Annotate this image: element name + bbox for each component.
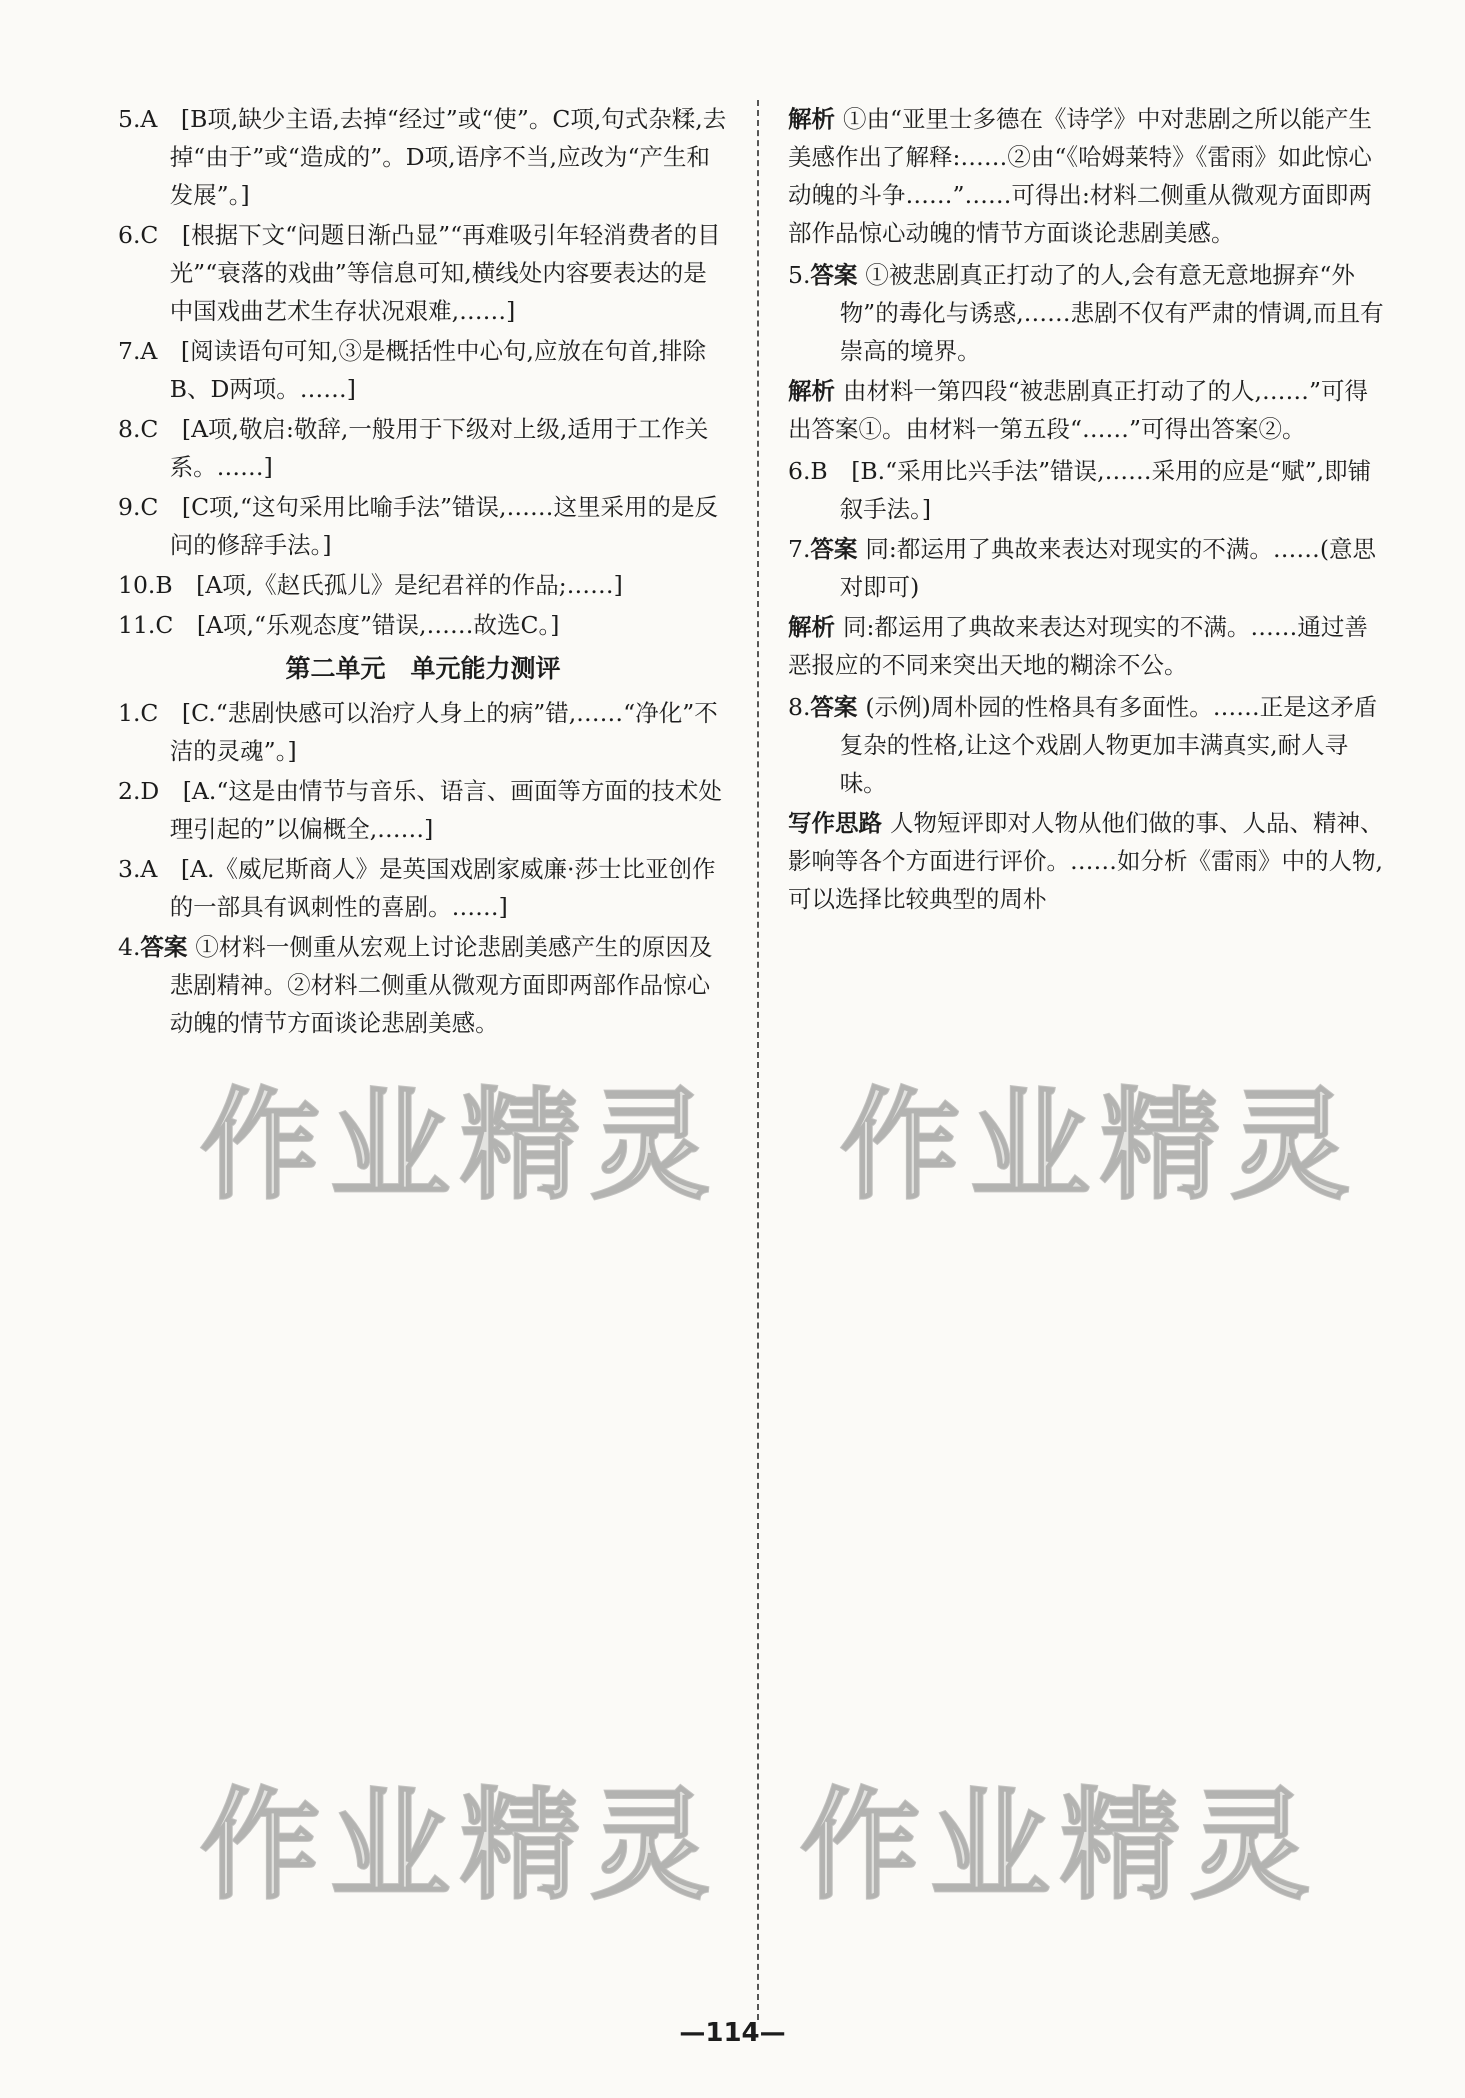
answer-item-11: 11.C [A项,“乐观态度”错误,……故选C。] [118, 611, 560, 639]
analysis-block: 解析 ①由“亚里士多德在《诗学》中对悲剧之所以能产生美感作出了解释:……②由“《哈姆莱特》《雷雨》如此惊心动魄的斗争……”……可得出:材料二侧重从微观方面即两部作品惊心动魄的情节方面谈论悲剧美感。 [788, 105, 1373, 247]
analysis-block: 解析 同:都运用了典故来表达对现实的不满。……通过善恶报应的不同来突出天地的糊涂不公。 [788, 613, 1368, 679]
answer-block-8: 8.答案 (示例)周朴园的性格具有多面性。……正是这矛盾复杂的性格,让这个戏剧人物更加丰满真实,耐人寻味。 [788, 693, 1378, 797]
column-divider [757, 100, 759, 2020]
watermark: 作业精灵 [200, 1777, 720, 1916]
watermark: 作业精灵 [200, 1077, 720, 1216]
watermark: 作业精灵 [840, 1077, 1360, 1216]
watermark: 作业精灵 [800, 1777, 1320, 1916]
unit2-item-2: 2.D [A.“这是由情节与音乐、语言、画面等方面的技术处理引起的”以偏概全,……] [118, 777, 722, 843]
answer-item-10: 10.B [A项,《赵氏孤儿》是纪君祥的作品;……] [118, 571, 623, 599]
answer-item-5: 5.A [B项,缺少主语,去掉“经过”或“使”。C项,句式杂糅,去掉“由于”或“造成的”。D项,语序不当,应改为“产生和发展”。] [118, 105, 727, 209]
unit2-item-4: 4.答案 ①材料一侧重从宏观上讨论悲剧美感产生的原因及悲剧精神。②材料二侧重从微观方面即两部作品惊心动魄的情节方面谈论悲剧美感。 [118, 933, 713, 1037]
answer-item-8: 8.C [A项,敬启:敬辞,一般用于下级对上级,适用于工作关系。……] [118, 415, 709, 481]
answer-item-6: 6.C [根据下文“问题日渐凸显”“再难吸引年轻消费者的目光”“衰落的戏曲”等信息可知,横线处内容要表达的是中国戏曲艺术生存状况艰难,……] [118, 221, 721, 325]
page-number: —114— [679, 2018, 786, 2048]
analysis-block: 解析 由材料一第四段“被悲剧真正打动了的人,……”可得出答案①。由材料一第五段“……”可得出答案②。 [788, 377, 1368, 443]
answer-item-7: 7.A [阅读语句可知,③是概括性中心句,应放在句首,排除B、D两项。……] [118, 337, 706, 403]
unit2-item-3: 3.A [A.《威尼斯商人》是英国戏剧家威廉·莎士比亚创作的一部具有讽刺性的喜剧。……] [118, 855, 716, 921]
section-title: 第二单元 单元能力测评 [285, 654, 561, 683]
left-column [118, 100, 728, 1044]
answer-block-5: 5.答案 ①被悲剧真正打动了的人,会有意无意地摒弃“外物”的毒化与诱惑,……悲剧不仅有严肃的情调,而且有崇高的境界。 [788, 261, 1384, 365]
answer-block-7: 7.答案 同:都运用了典故来表达对现实的不满。……(意思对即可) [788, 535, 1377, 601]
right-column [788, 100, 1386, 922]
answer-item-6b: 6.B [B.“采用比兴手法”错误,……采用的应是“赋”,即铺叙手法。] [788, 457, 1372, 523]
unit2-item-1: 1.C [C.“悲剧快感可以治疗人身上的病”错,……“净化”不洁的灵魂”。] [118, 699, 718, 765]
answer-item-9: 9.C [C项,“这句采用比喻手法”错误,……这里采用的是反问的修辞手法。] [118, 493, 719, 559]
writing-approach-block: 写作思路 人物短评即对人物从他们做的事、人品、精神、影响等各个方面进行评价。……如分析《雷雨》中的人物,可以选择比较典型的周朴 [788, 809, 1384, 913]
